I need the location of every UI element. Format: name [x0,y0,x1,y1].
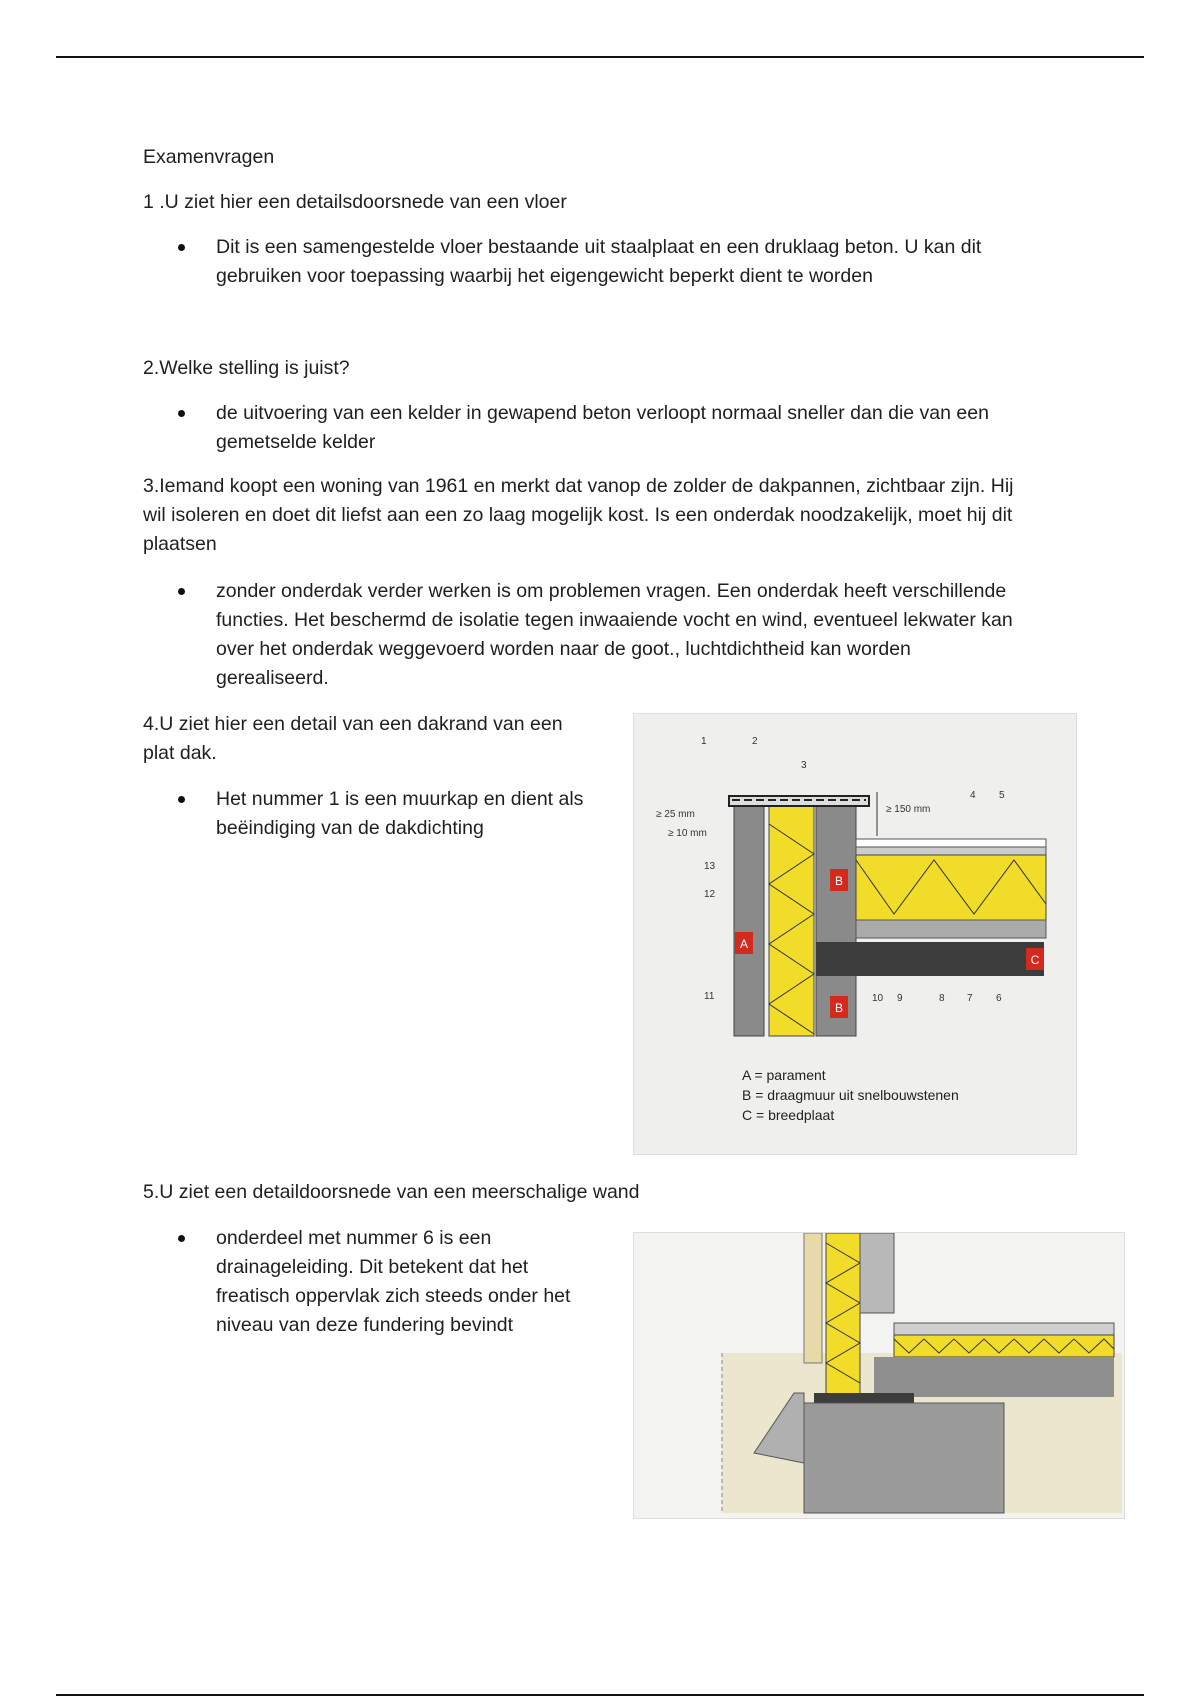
bullet-icon [178,244,185,251]
answer-3-line-3: over het onderdak weggevoerd worden naar de goot., luchtdichtheid kan worden [216,638,911,660]
answer-2-line-1: de uitvoering van een kelder in gewapend beton verloopt normaal sneller dan die van een [216,402,989,424]
question-1: 1 .U ziet hier een detailsdoorsnede van een vloer [143,191,567,213]
callout-2: 2 [752,736,758,747]
dim-25: ≥ 25 mm [656,809,695,820]
wall-foundation-detail-figure [633,1232,1125,1519]
answer-3-line-2: functies. Het beschermd de isolatie tegen inwaaiende vocht en wind, eventueel lekwater kan [216,609,1013,631]
bullet-icon [178,588,185,595]
answer-4-line-2: beëindiging van de dakdichting [216,817,484,839]
gravel-layer [856,839,1046,847]
parament-wall [734,804,764,1036]
callout-6: 6 [996,993,1002,1004]
question-4-line-2: plat dak. [143,742,217,764]
answer-2 [216,399,989,457]
callout-4: 4 [970,790,976,801]
foundation-footing [804,1403,1004,1513]
callout-1: 1 [701,736,707,747]
answer-4 [216,785,583,843]
roof-edge-drawing [634,714,1076,1154]
callout-13: 13 [704,861,716,872]
question-4 [143,710,563,768]
answer-3-line-4: gerealiseerd. [216,667,329,689]
answer-1-line-1: Dit is een samengestelde vloer bestaande uit staalplaat en een druklaag beton. U kan dit [216,236,982,258]
roof-membrane [856,847,1046,855]
question-4-line-1: 4.U ziet hier een detail van een dakrand van een [143,713,563,735]
answer-5-line-4: niveau van deze fundering bevindt [216,1314,514,1336]
callout-3: 3 [801,760,807,771]
bullet-icon [178,410,185,417]
legend-b: B = draagmuur uit snelbouwstenen [742,1087,959,1103]
floor-finish [894,1323,1114,1335]
bullet-icon [178,796,185,803]
tag-b-bottom: B [834,1001,844,1015]
dim-150: ≥ 150 mm [886,804,931,815]
screed-layer [856,920,1046,938]
callout-11: 11 [704,991,715,1002]
callout-7: 7 [967,993,973,1004]
callout-12: 12 [704,889,716,900]
callout-5: 5 [999,790,1005,801]
question-2: 2.Welke stelling is juist? [143,357,350,379]
floor-slab [874,1357,1114,1397]
question-5: 5.U ziet een detaildoorsnede van een meerschalige wand [143,1181,640,1203]
answer-4-line-1: Het nummer 1 is een muurkap en dient als [216,788,584,810]
answer-1-line-2: gebruiken voor toepassing waarbij het eigengewicht beperkt dient te worden [216,265,873,287]
question-3-line-1: 3.Iemand koopt een woning van 1961 en merkt dat vanop de zolder de dakpannen, zichtbaar zijn. Hij [143,475,1014,497]
question-3-line-2: wil isoleren en doet dit liefst aan een zo laag mogelijk kost. Is een onderdak noodzakelijk, moet hij dit [143,504,1013,526]
legend-a: A = parament [742,1067,826,1083]
tag-b-top: B [834,874,844,888]
callout-9: 9 [897,993,903,1004]
callout-10: 10 [872,993,884,1004]
dim-10: ≥ 10 mm [668,828,707,839]
brick-parament [804,1233,822,1363]
wall-foundation-drawing [634,1233,1124,1518]
question-3-line-3: plaatsen [143,533,217,555]
answer-5-line-3: freatisch oppervlak zich steeds onder het [216,1285,571,1307]
answer-3 [216,577,1013,693]
answer-3-line-1: zonder onderdak verder werken is om problemen vragen. Een onderdak heeft verschillende [216,580,1007,602]
answer-5 [216,1224,570,1340]
answer-5-line-1: onderdeel met nummer 6 is een [216,1227,492,1249]
document-heading: Examenvragen [143,146,275,168]
roof-edge-detail-figure [633,713,1077,1155]
callout-8: 8 [939,993,945,1004]
legend-c: C = breedplaat [742,1107,835,1123]
question-3 [143,472,1013,559]
breedplaat-slab [816,942,1044,976]
answer-2-line-2: gemetselde kelder [216,431,376,453]
tag-a: A [739,937,749,951]
answer-5-line-2: drainageleiding. Dit betekent dat het [216,1256,529,1278]
answer-1 [216,233,981,291]
inner-wall [860,1233,894,1313]
footer-rule [56,1694,1144,1696]
bullet-icon [178,1235,185,1242]
header-rule [56,56,1144,58]
tag-c: C [1030,953,1040,967]
